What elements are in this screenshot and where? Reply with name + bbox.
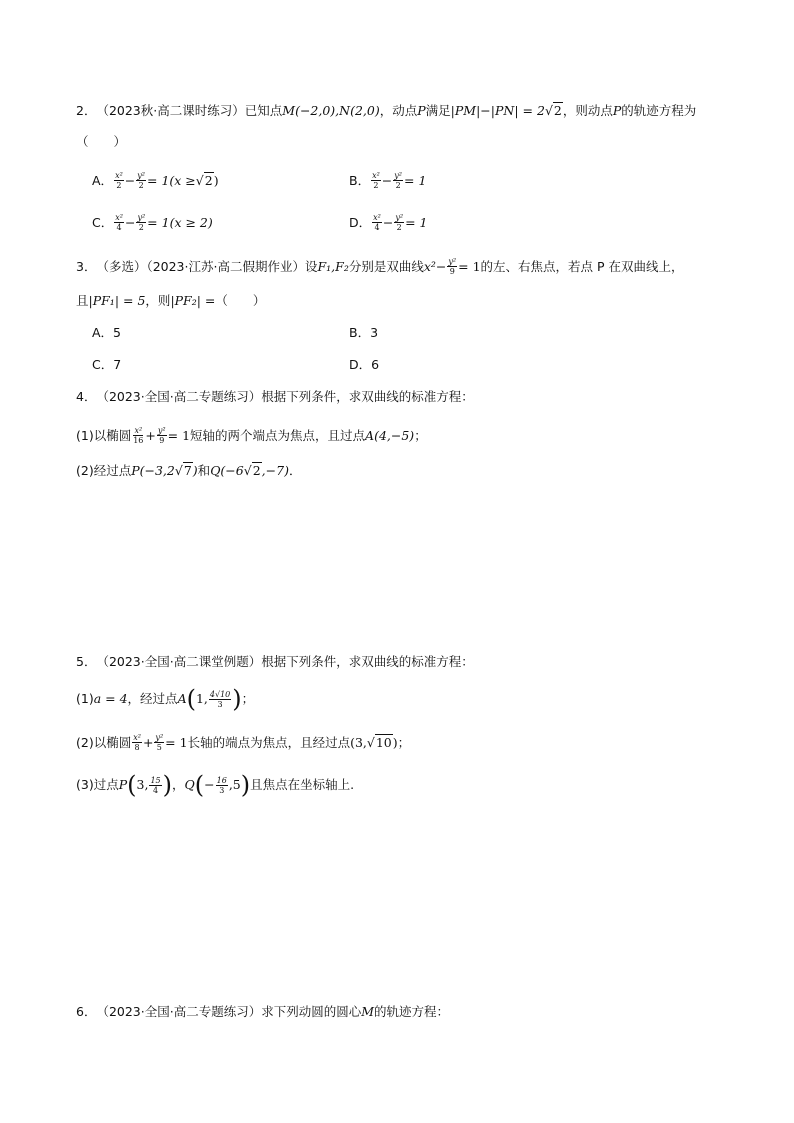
q2-number: 2． <box>76 103 97 118</box>
q6-stem <box>76 1003 449 1021</box>
q4-part1: (1)以椭圆 $\frac{\text{x²}}{16}$ + $\frac{\text{y²}}{9}$ = 1 短轴的两个端点为焦点，且过点 A(4,−5) ； <box>76 426 427 445</box>
q4-part2: (2)经过点 P(−3,2 √7 ) 和 Q(−6 √2 ,−7) ． <box>76 463 302 478</box>
q2-points: M(−2,0),N(2,0) <box>282 103 380 118</box>
q2-option-c: C． $\frac{\text{x²}}{4}$ − $\frac{\text{y²}}{2}$ = 1(x ≥ 2) <box>92 213 213 232</box>
q5-part1: (1) a = 4 ，经过点 A ( 1, $\frac{4√10}{3}$ ) ； <box>76 685 255 713</box>
q3-pf1: |PF₁| = 5 <box>88 293 146 308</box>
q4-number: 4． <box>76 389 97 404</box>
q5-text: 根据下列条件，求双曲线的标准方程： <box>261 654 474 669</box>
q3-fraction: $\frac{\text{y²}}{9}$ <box>448 257 457 276</box>
q3-text: 分别是双曲线 <box>348 258 424 274</box>
q6-point-m: M <box>361 1004 375 1019</box>
q2-blank: （ ） <box>76 134 127 149</box>
q2-source: （2023秋·高二课时练习） <box>96 103 245 118</box>
q4-stem <box>76 388 474 406</box>
q3-option-d: D．6 <box>349 357 380 372</box>
q6-number: 6． <box>76 1004 97 1019</box>
q2-stem <box>76 102 696 120</box>
q3-number: 3． <box>76 258 97 274</box>
q5-stem <box>76 653 474 671</box>
q3-foci: F₁,F₂ <box>317 258 349 274</box>
q3-x2: x² <box>423 258 436 274</box>
q3-text: 设 <box>304 258 318 274</box>
q2-text: ，则动点 <box>562 103 613 118</box>
q2-option-a: A． $\frac{\text{x²}}{2}$ − $\frac{\text{y²}}{2}$ = 1(x ≥ √2 ) <box>92 171 219 190</box>
q3-pf2: |PF₂| = <box>170 293 216 308</box>
q6-text: 求下列动圆的圆心 <box>261 1004 362 1019</box>
q6-source: （2023·全国·高二专题练习） <box>96 1004 262 1019</box>
q2-condition: |PM|−|PN| = 2 <box>450 103 545 118</box>
q5-number: 5． <box>76 654 97 669</box>
q2-sqrt: √2 <box>544 103 562 118</box>
q2-option-b: B． $\frac{\text{x²}}{2}$ − $\frac{\text{y²}}{2}$ = 1 <box>349 171 427 190</box>
q5-part2: (2)以椭圆 $\frac{\text{x²}}{8}$ + $\frac{\text{y²}}{5}$ = 1 长轴的端点为焦点，且经过点 (3, √10 ) ； <box>76 733 411 752</box>
q5-part3: (3)过点 P ( 3, $\frac{15}{4}$ ) ， Q ( − $\frac{16}{3}$ ,5 ) 且焦点在坐标轴上. <box>76 771 355 799</box>
q2-point-p: P <box>612 103 622 118</box>
q3-source: （多选）（2023·江苏·高二假期作业） <box>96 258 305 274</box>
q2-text: ，动点 <box>379 103 418 118</box>
q6-text: 的轨迹方程： <box>374 1004 450 1019</box>
q2-text: 的轨迹方程为 <box>621 103 697 118</box>
q2-option-d: D． $\frac{\text{x²}}{4}$ − $\frac{\text{y²}}{2}$ = 1 <box>349 213 428 232</box>
q3-blank: （ ） <box>215 293 266 308</box>
q3-option-c: C．7 <box>92 357 122 372</box>
q3-eq: = 1 <box>458 258 481 274</box>
q3-text: 的左、右焦点，若点 P 在双曲线上， <box>480 258 684 274</box>
q3-option-b: B．3 <box>349 325 379 340</box>
q3-stem-line2: 且 |PF₁| = 5 ，则 |PF₂| = （ ） <box>76 293 266 308</box>
q3-option-a: A．5 <box>92 325 122 340</box>
q4-text: 根据下列条件，求双曲线的标准方程： <box>261 389 474 404</box>
q2-text: 已知点 <box>244 103 283 118</box>
q2-text: 满足 <box>425 103 451 118</box>
q4-source: （2023·全国·高二专题练习） <box>96 389 262 404</box>
q3-stem: 3． （多选）（2023·江苏·高二假期作业） 设 F₁,F₂ 分别是双曲线 x² − $\frac{\text{y²}}{9}$ = 1 的左、右焦点，若点 P 在双曲线上， <box>76 257 684 276</box>
q2-point-p: P <box>417 103 426 118</box>
q5-source: （2023·全国·高二课堂例题） <box>96 654 262 669</box>
